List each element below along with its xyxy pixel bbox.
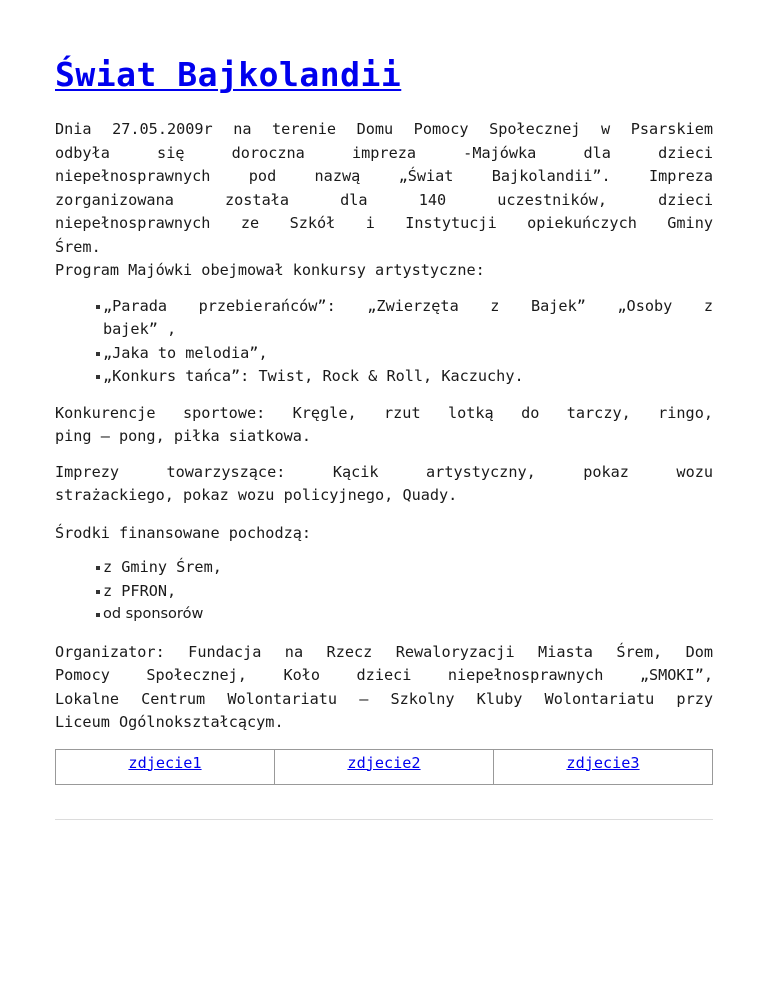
list-item: „Jaka to melodia”, <box>103 342 713 366</box>
photo-cell <box>275 749 494 784</box>
funding-list <box>103 556 713 627</box>
organizer-line: Organizator: Fundacja na Rzecz Rewaloryzacji Miasta Śrem, Dom <box>55 642 713 661</box>
list-item: z Gminy Śrem, <box>103 556 713 580</box>
photo-cell <box>56 749 275 784</box>
intro-line: Program Majówki obejmował konkursy artystyczne: <box>55 261 485 279</box>
page-title <box>55 54 713 96</box>
intro-line: niepełnosprawnych ze Szkół i Instytucji opiekuńczych Gminy <box>55 214 713 232</box>
photo-link-2[interactable]: zdjecie2 <box>347 753 421 772</box>
organizer-paragraph <box>55 641 713 735</box>
list-item: z PFRON, <box>103 580 713 604</box>
table-row <box>56 749 713 784</box>
sport-line: Konkurencje sportowe: Kręgle, rzut lotką do tarczy, ringo, <box>55 403 713 422</box>
article <box>55 0 713 820</box>
title-link[interactable]: Świat Bajkolandii <box>55 55 402 94</box>
intro-line: Śrem. <box>55 237 101 256</box>
photo-cell <box>494 749 713 784</box>
photo-link-3[interactable]: zdjecie3 <box>566 753 640 772</box>
events-paragraph <box>55 461 713 508</box>
organizer-line: Pomocy Społecznej, Koło dzieci niepełnosprawnych „SMOKI”, <box>55 666 713 684</box>
intro-line: zorganizowana została dla 140 uczestników, dzieci <box>55 190 713 209</box>
sport-line: ping – pong, piłka siatkowa. <box>55 427 312 445</box>
list-item: „Konkurs tańca”: Twist, Rock & Roll, Kaczuchy. <box>103 365 713 389</box>
list-item: od sponsorów <box>103 603 713 627</box>
divider <box>55 819 713 820</box>
intro-paragraph <box>55 118 713 283</box>
events-line: strażackiego, pokaz wozu policyjnego, Quady. <box>55 486 458 504</box>
photo-link-1[interactable]: zdjecie1 <box>128 753 202 772</box>
intro-line: niepełnosprawnych pod nazwą „Świat Bajkolandii”. Impreza <box>55 167 713 185</box>
sport-paragraph <box>55 402 713 449</box>
contests-list <box>103 295 713 389</box>
events-line: Imprezy towarzyszące: Kącik artystyczny, pokaz wozu <box>55 462 713 481</box>
intro-line: Dnia 27.05.2009r na terenie Domu Pomocy Społecznej w Psarskiem <box>55 120 713 138</box>
funding-heading: Środki finansowane pochodzą: <box>55 523 312 542</box>
contest-line: „Parada przebierańców”: „Zwierzęta z Bajek” „Osoby z <box>103 296 713 315</box>
photos-table <box>55 749 713 785</box>
organizer-line: Lokalne Centrum Wolontariatu – Szkolny Kluby Wolontariatu przy <box>55 689 713 708</box>
contest-line: bajek” , <box>103 320 177 338</box>
organizer-line: Liceum Ogólnokształcącym. <box>55 713 284 731</box>
list-item <box>103 295 713 342</box>
intro-line: odbyła się doroczna impreza -Majówka dla dzieci <box>55 143 713 162</box>
